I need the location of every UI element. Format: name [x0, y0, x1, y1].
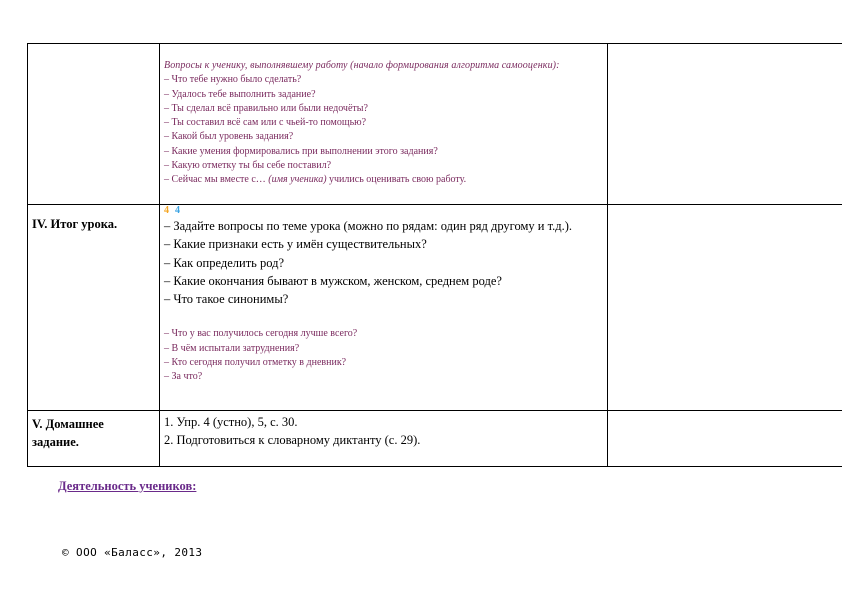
content-cell: [160, 205, 608, 411]
content-cell: [160, 44, 608, 205]
student-name-placeholder: (имя ученика): [268, 174, 327, 186]
notes-cell: [608, 411, 842, 467]
question-line: – Какой был уровень задания?: [164, 131, 294, 143]
marker-number-orange: 4: [164, 205, 169, 216]
spacer: [164, 308, 603, 327]
lesson-plan-table: [27, 43, 842, 467]
reflection-question: – Кто сегодня получил отметку в дневник?: [164, 357, 347, 369]
final-suffix: учились оценивать свою работу.: [326, 174, 467, 186]
table-row: [28, 205, 842, 411]
reflection-question: – Что у вас получилось сегодня лучше всего?: [164, 328, 358, 340]
notes-cell: [608, 205, 842, 411]
question-line: – Удалось тебе выполнить задание?: [164, 88, 316, 100]
question-line: – Ты составил всё сам или с чьей-то помощью?: [164, 117, 367, 129]
stage-cell: [28, 205, 160, 411]
summary-question: – Что такое синонимы?: [164, 292, 289, 307]
question-line: – Какую отметку ты бы себе поставил?: [164, 160, 332, 172]
question-line: – Какие умения формировались при выполнении этого задания?: [164, 145, 438, 157]
summary-question: – Какие окончания бывают в мужском, женском, среднем роде?: [164, 273, 502, 288]
stage-label-summary: IV. Итог урока.: [32, 217, 118, 231]
content-cell: [160, 411, 608, 467]
final-prefix: – Сейчас мы вместе с…: [164, 174, 269, 186]
question-line: – Что тебе нужно было сделать?: [164, 74, 302, 86]
reflection-question: – В чём испытали затруднения?: [164, 342, 300, 354]
reflection-question: – За что?: [164, 371, 203, 383]
question-line-final: [164, 173, 603, 187]
marker-number-blue: 4: [175, 205, 180, 216]
summary-question: – Задайте вопросы по теме урока (можно по рядам: один ряд другому и т.д.).: [164, 219, 572, 233]
summary-question: – Как определить род?: [164, 255, 285, 270]
stage-cell: [28, 411, 160, 467]
homework-line: 2. Подготовиться к словарному диктанту (с. 29).: [164, 433, 421, 448]
stage-label-homework: V. Домашнее задание.: [32, 417, 104, 449]
copyright-text: © ООО «Баласс», 2013: [62, 546, 203, 559]
notes-cell: [608, 44, 842, 205]
table-row: [28, 411, 842, 467]
table-row: [28, 44, 842, 205]
self-assessment-intro: Вопросы к ученику, выполнявшему работу (начало формирования алгоритма самооценки):: [164, 60, 560, 71]
question-line: – Ты сделал всё правильно или были недочёты?: [164, 102, 368, 114]
homework-line: 1. Упр. 4 (устно), 5, с. 30.: [164, 415, 298, 429]
summary-question: – Какие признаки есть у имён существительных?: [164, 237, 427, 252]
marker-numbers: [164, 205, 603, 217]
stage-cell: [28, 44, 160, 205]
student-activity-heading: Деятельность учеников:: [58, 479, 197, 493]
